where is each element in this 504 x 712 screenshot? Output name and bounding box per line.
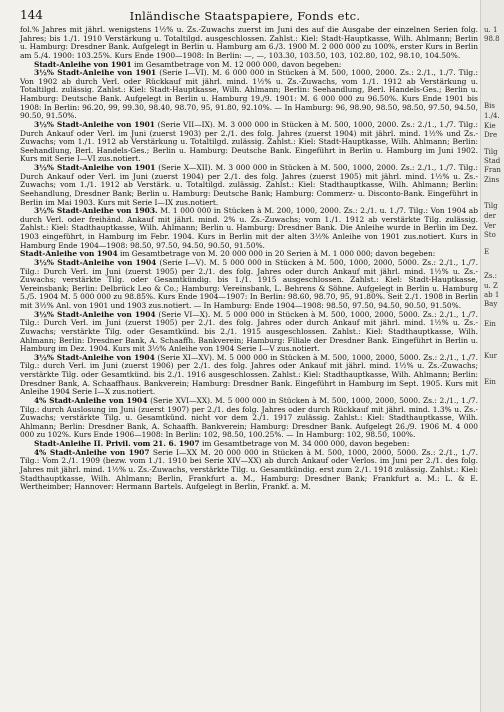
adjacent-page-edge <box>480 0 504 712</box>
bond-heading: 3½% Stadt-Anleihe von 1901 <box>34 163 156 172</box>
paragraph-text: (Serie VII—IX). M. 3 000 000 in Stücken à M. 500, 1000, 2000. Zs.: 2./1., 1./7. Tilg.: Durch Ankauf oder Verl. im Juni (zuerst 1903) per 2./1. des folg. Jahres (zuerst 1904) mit jährl. mind. 1½% und Zs.-Zuwachs; vom 1./1. 1912 ab Verstärkung u. Totaltilgd. zulässig. Zahlst.: Kiel: Stadt-Hauptkasse, Wilh. Ahlmann; Berlin: Seehandlung, Berl. Handels-Ges.; Berlin u. Hamburg: Deutsche Bank. Eingeführt in Berlin u. Hamburg im Juni 1902. Kurs mit Serie I—VI zus.notiert. <box>20 119 478 164</box>
bond-heading: 3½% Stadt-Anleihe von 1901 <box>34 68 157 78</box>
paragraph <box>20 397 478 440</box>
paragraph-text: im Gesamtbetrage von M. 34 000 000, davon begeben: <box>199 439 410 448</box>
bond-heading: 4% Stadt-Anleihe von 1907 <box>34 447 150 457</box>
paragraph <box>20 449 478 492</box>
edge-fragment: der <box>484 212 496 220</box>
bond-heading: Stadt-Anleihe II. Privil. vom 21. 6. 1907 <box>34 439 200 448</box>
paragraph <box>20 311 478 354</box>
bond-heading: 3½% Stadt-Anleihe von 1904 <box>34 257 157 267</box>
paragraph-text: fol.% Jahres mit jährl. wenigstens 1½% u. Zs.-Zuwachs zuerst im Juni des auf die Ausgabe der einzelnen Serien folg. Jahres; bis 1./1. 1910 Verstärkung u. Totaltilgd. ausgeschlossen. Zahlst.: Kiel: Stadt-Hauptkasse, Wilh. Ahlmann; Berlin u. Hamburg: Dresdner Bank. Aufgelegt in Berlin u. Hamburg am 6./3. 1900 M. 2 000 000 zu 100%, erster Kurs in Berlin am 5./4. 1900: 103.25%. Kurs Ende 1900—1908: In Berlin: —, —, 103.30, 103.50, 103, 102.80, 102, 98.10, 104.50%. <box>20 25 478 60</box>
paragraph-text: (Serie X—XII). M. 3 000 000 in Stücken à M. 500, 1000, 2000. Zs.: 2./1., 1./7. Tilg.: Durch Ankauf oder Verl. im Juni (zuerst 1904) per 2./1. des folg. Jahres (zuerst 1905) mit jährl. mind. 1½% u. Zs.-Zuwachs; vom 1./1. 1912 ab Verstärk. u. Totaltilgd. zulässig. Zahlst.: Kiel: Stadthauptkasse, Wilh. Ahlmann; Berlin: Seehandlung, Dresdner Bank; Berlin u. Hamburg: Deutsche Bank; Hamburg: Commerz- u. Disconto-Bank. Eingeführt in Berlin im Mai 1903. Kurs mit Serie I—IX zus.notiert. <box>20 163 478 207</box>
edge-fragment: Kie <box>484 122 496 130</box>
paragraph-text: im Gesamtbetrage von M. 12 000 000, davon begeben: <box>131 59 342 69</box>
edge-fragment: 1./4. <box>484 112 500 120</box>
edge-fragment: Dre <box>484 131 498 139</box>
edge-fragment: Tilg <box>484 148 498 156</box>
edge-fragment: Tilg <box>484 202 498 210</box>
bond-heading: 3½% Stadt-Anleihe von 1903. <box>34 206 158 216</box>
edge-fragment: u. 1 <box>484 26 498 34</box>
edge-fragment: Bis <box>484 102 495 110</box>
edge-fragment: Ein <box>484 320 496 328</box>
paragraph-text: (Serie VI—X). M. 5 000 000 in Stücken à M. 500, 1000, 2000, 5000. Zs.: 2./1., 1./7. Tilg.: Durch Verl. im Juni (zuerst 1905) per 2./1. des folg. Jahres oder durch Ankauf mit jährl. mind. 1½% u. Zs.-Zuwachs; verstärkte Tilg. oder Gesamtkünd. bis 2./1. 1915 ausgeschlossen. Zahlst.: Kiel: Stadthauptkasse, Wilh. Ahlmann; Berlin: Dresdner Bank, A. Schaaffh. Bankverein; Hamburg: Filiale der Dresdner Bank. Eingeführt in Berlin u. Hamburg im Dez. 1904. Kurs mit 3½% Anleihe von 1904 Serie I—V zus.notiert. <box>20 309 478 354</box>
paragraph-text: M. 1 000 000 in Stücken à M. 200, 1000, 2000. Zs.: 2./1. u. 1./7. Tilg.: Von 1904 ab durch Verl. oder freihänd. Ankauf mit jährl. mind. 2% u. Zs.-Zuwachs; vom 1./1. 1912 ab verstärkte Tilg. zulässig. Zahlst.: Kiel: Stadthauptkasse, Wilh. Ahlmann; Berlin u. Hamburg: Dresdner Bank. Die Anleihe wurde in Berlin im Dez. 1903 eingeführt, in Hamburg im Febr. 1904. Kurs in Berlin mit der alten 3½% Anleihe von 1901 zus.notiert. Kurs in Hamburg Ende 1904—1908: 98.50, 97.50, 94.50, 90.50, 91.50%. <box>20 206 479 250</box>
bond-heading: 3½% Stadt-Anleihe von 1901 <box>34 119 155 129</box>
paragraph-text: (Serie I—VI). M. 6 000 000 in Stücken à M. 500, 1000, 2000. Zs.: 2./1., 1./7. Tilg.: Von 1902 ab durch Verl. oder Rückkauf mit jährl. mind. 1½% u. Zs.-Zuwachs, vom 1./1. 1912 ab Verstärkung u. Totaltilgd. zulässig. Zahlst.: Kiel: Stadt-Hauptkasse, Wilh. Ahlmann; Berlin: Seehandlung, Berl. Handels-Ges.; Berlin u. Hamburg: Deutsche Bank. Aufgelegt in Berlin u. Hamburg 19./9. 1901: M. 6 000 000 zu 96.50%. Kurs Ende 1901 bis 1908: In Berlin: 96.20, 99, 99.30, 98.40, 98.70, 95, 91.80, 92.10%. — In Hamburg: 96, 98.90, 98.50, 98.50, 97.50, 94.50, 90.50, 91.50%. <box>20 68 478 121</box>
edge-fragment: Fran <box>484 166 501 174</box>
edge-fragment: E <box>484 248 490 256</box>
paragraph-text: (Serie I—V). M. 5 000 000 in Stücken à M. 500, 1000, 2000, 5000. Zs.: 2./1., 1./7. Tilg.: Durch Verl. im Juni (zuerst 1905) per 2./1. des folg. Jahres oder durch Ankauf mit jährl. mind. 1½% u. Zs.-Zuwachs; verstärkte Tilg. oder Gesamtkündig. bis 1./1. 1915 ausgeschlossen. Zahlst.: Kiel: Stadt-Hauptkasse, Vereinsbank; Berlin: Delbrück Leo & Co.; Hamburg: Vereinsbank, L. Behrens & Söhne. Aufgelegt in Berlin u. Hamburg 5./5. 1904 M. 5 000 000 zu 98.85%. Kurs Ende 1904—1907: In Berlin: 98.60, 98.70, 95, 91.80%. Seit 2./1. 1908 in Berlin mit 3½% Anl. von 1901 und 1903 zus.notiert. — In Hamburg: Ende 1904—1908: 98.50, 97.50, 94.50, 90.50, 91.50%. <box>20 257 478 310</box>
body-text <box>20 26 478 492</box>
bond-heading: Stadt-Anleihe von 1904 <box>20 249 118 259</box>
edge-fragment: Sto <box>484 231 496 239</box>
paragraph <box>20 121 478 164</box>
paragraph-text: (Serie XI—XV). M. 5 000 000 in Stücken à M. 500, 1000, 2000, 5000. Zs.: 2./1., 1./7. Tilg.: durch Verl. im Juni (zuerst 1906) per 2./1. des folg. Jahres oder Ankauf mit jährl. mind. 1½% u. Zs.-Zuwachs; verstärkte Tilg. oder Gesamtkünd. bis 2./1. 1916 ausgeschlossen. Zahlst.: Kiel: Stadthauptkasse, Wilh. Ahlmann; Berlin: Dresdner Bank, A. Schaaffhaus. Bankverein; Hamburg: Dresdner Bank. Eingeführt in Hamburg im Sept. 1905. Kurs mit Anleihe 1904 Serie I—X zus.notiert. <box>20 352 478 397</box>
paragraph-text: im Gesamtbetrage von M. 20 000 000 in 20 Serien à M. 1 000 000; davon begeben: <box>117 249 436 259</box>
running-title: Inländische Staatspapiere, Fonds etc. <box>129 9 361 23</box>
paragraph-text: Serie I—XX M. 20 000 000 in Stücken à M. 500, 1000, 2000, 5000. Zs.: 2./1., 1./7. Tilg.: Vom 2./1. 1909 (bezw. vom 1./1. 1910 bei Serie XIV—XX) ab durch Ankauf oder Verlos. im Juni per 2./1. des folg. Jahres mit jährl. mind. 1½% u. Zs.-Zuwachs, verstärkte Tilg. u. Gesamtkündig. erst zum 2./1. 1918 zulässig. Zahlst.: Kiel: Stadthauptkasse, Wilh. Ahlmann; Berlin, Frankfurt a. M., Hamburg: Dresdner Bank; Frankfurt a. M.: L. & E. Wertheimber; Hannover: Hermann Bartels. Aufgelegt in Berlin, Frankf. a. M. <box>20 447 479 492</box>
page-number: 144 <box>20 8 43 22</box>
edge-fragment: 98.8 <box>484 35 500 43</box>
edge-fragment: Bay <box>484 300 498 308</box>
page-header <box>20 8 478 26</box>
paragraph <box>20 259 478 311</box>
edge-fragment: Zins <box>484 176 500 184</box>
edge-fragment: Ein <box>484 378 496 386</box>
edge-fragment: Ver <box>484 222 496 230</box>
bond-heading: 4% Stadt-Anleihe von 1904 <box>34 395 148 405</box>
paragraph <box>20 354 478 397</box>
edge-fragment: Zs.: <box>484 272 498 280</box>
paragraph-text: (Serie XVI—XX). M. 5 000 000 in Stücken à M. 500, 1000, 2000, 5000. Zs.: 2./1., 1./7. Tilg.: durch Auslosung im Juni (zuerst 1907) per 2./1. des folg. Jahres oder durch Rückkauf mit jährl. mind. 1.3% u. Zs.-Zuwachs; verstärkte Tilg. u. Gesamtkünd. nicht vor dem 2./1. 1917 zulässig. Zahlst.: Kiel: Stadthauptkasse, Wilh. Ahlmann; Berlin: Dresdner Bank, A. Schaaffh. Bankverein; Hamburg: Dresdner Bank. Aufgelegt 26./9. 1906 M. 4 000 000 zu 102%. Kurs Ende 1906—1908: In Berlin: 102, 98.50, 100.25%. — In Hamburg: 102, 98.50, 100%. <box>20 395 478 440</box>
paragraph <box>20 207 478 250</box>
paragraph <box>20 69 478 121</box>
bond-heading: 3½% Stadt-Anleihe von 1904 <box>34 309 156 319</box>
edge-fragment: u. Z <box>484 282 498 290</box>
paragraph <box>20 164 478 207</box>
edge-fragment: Kur <box>484 352 497 360</box>
bond-heading: Stadt-Anleihe von 1901 <box>34 59 132 69</box>
edge-fragment: ab 1 <box>484 291 500 299</box>
bond-heading: 3½% Stadt-Anleihe von 1904 <box>34 352 155 362</box>
paragraph <box>20 26 478 61</box>
edge-fragment: Stad <box>484 157 501 165</box>
